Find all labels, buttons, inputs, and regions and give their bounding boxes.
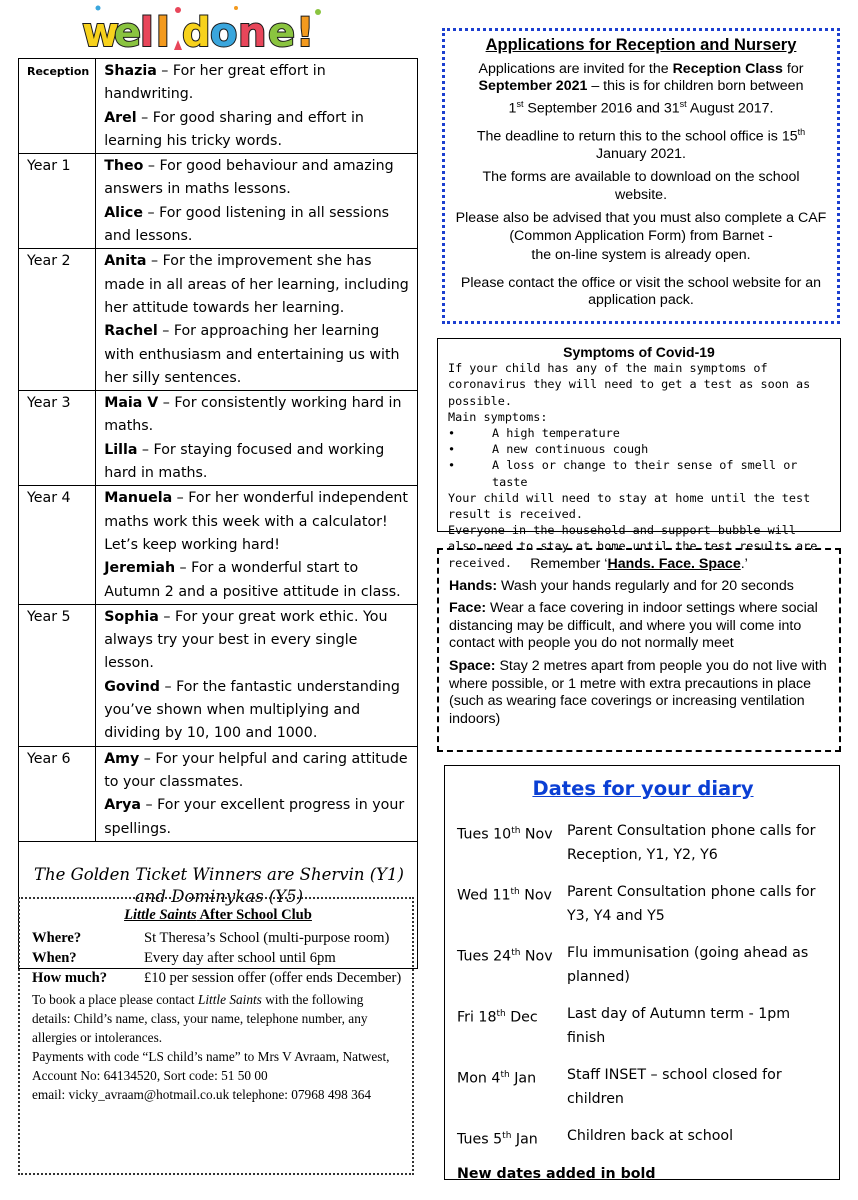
club-price-row bbox=[32, 968, 404, 988]
svg-text:e: e bbox=[114, 10, 142, 56]
award-cell bbox=[96, 249, 418, 391]
club-title: Little Saints After School Club bbox=[124, 907, 312, 923]
club-when-label: When? bbox=[32, 950, 77, 966]
applications-forms: The forms are available to download on the school website. bbox=[482, 169, 800, 203]
award-cell bbox=[96, 59, 418, 154]
award-entry bbox=[104, 439, 411, 486]
svg-text:!: ! bbox=[296, 10, 315, 56]
bullet-icon: • bbox=[448, 426, 456, 441]
svg-text:d: d bbox=[182, 10, 211, 56]
pupil-name: Jeremiah bbox=[104, 560, 176, 577]
svg-text:l: l bbox=[140, 10, 154, 56]
list-item: • A loss or change to their sense of smell or taste bbox=[448, 458, 798, 489]
well-done-banner-logo bbox=[78, 2, 340, 56]
date-event: Flu immunisation (going ahead as planned) bbox=[567, 945, 809, 985]
award-reason: – For her wonderful independent maths work this week with a calculator! Let’s keep working hard! bbox=[104, 490, 408, 553]
year-cell: Year 4 bbox=[19, 486, 96, 604]
award-reason: – For a wonderful start to Autumn 2 and a positive attitude in class. bbox=[104, 560, 401, 600]
table-row bbox=[19, 154, 418, 249]
hfs-space: Space: Stay 2 metres apart from people you do not live with where possible, or 1 metre with extra precautions in place (such as wearing face coverings or increasing ventilation indoors) bbox=[449, 657, 827, 727]
award-cell bbox=[96, 746, 418, 841]
club-where-value: St Theresa’s School (multi-purpose room) bbox=[144, 930, 390, 946]
date-label: Wed 11th Nov bbox=[457, 887, 552, 904]
applications-deadline: The deadline to return this to the school office is 15th January 2021. bbox=[476, 126, 806, 162]
applications-title: Applications for Reception and Nursery bbox=[485, 36, 797, 54]
table-row bbox=[19, 391, 418, 486]
date-row bbox=[457, 881, 829, 928]
table-row bbox=[19, 746, 418, 841]
applications-contact: Please contact the office or visit the school website for an application pack. bbox=[460, 274, 822, 309]
covid-main-label: Main symptoms: bbox=[448, 409, 548, 424]
svg-text:o: o bbox=[210, 10, 238, 56]
date-label: Fri 18th Dec bbox=[457, 1009, 538, 1026]
svg-text:n: n bbox=[238, 10, 267, 56]
pupil-name: Arel bbox=[104, 109, 137, 126]
svg-text:l: l bbox=[156, 10, 170, 56]
award-entry bbox=[104, 392, 411, 439]
date-label: Tues 5th Jan bbox=[457, 1131, 538, 1148]
after-school-club-box bbox=[18, 897, 414, 1175]
club-when-row bbox=[32, 948, 404, 968]
table-row bbox=[19, 249, 418, 391]
date-label: Tues 24th Nov bbox=[457, 948, 553, 965]
award-entry bbox=[104, 748, 411, 795]
date-event: Children back at school bbox=[567, 1128, 734, 1144]
bullet-icon: • bbox=[448, 458, 456, 473]
award-reason: – For your helpful and caring attitude to your classmates. bbox=[104, 750, 408, 790]
award-reason: – For good listening in all sessions and lessons. bbox=[104, 204, 390, 245]
club-contact-text: email: vicky_avraam@hotmail.co.uk telephone: 07968 498 364 bbox=[32, 1087, 372, 1102]
year-cell: Year 3 bbox=[19, 391, 96, 486]
pupil-name: Manuela bbox=[104, 490, 173, 507]
award-reason: – For good sharing and effort in learning his tricky words. bbox=[104, 109, 364, 149]
hfs-title: Remember ‘Hands. Face. Space.’ bbox=[530, 556, 748, 572]
bullet-icon: • bbox=[448, 442, 456, 457]
club-payment-text: Payments with code “LS child’s name” to Mrs V Avraam, Natwest, Account No: 64134520, Sort code: 51 50 00 bbox=[32, 1049, 390, 1083]
date-event: Last day of Autumn term - 1pm finish bbox=[567, 1006, 791, 1046]
award-cell bbox=[96, 391, 418, 486]
award-reason: – For good behaviour and amazing answers in maths lessons. bbox=[104, 158, 394, 198]
award-reason: – For the improvement she has made in all areas of her learning, including her attitude towards her learning. bbox=[104, 253, 409, 316]
club-price-value: £10 per session offer (offer ends December) bbox=[144, 970, 402, 986]
applications-online: the on-line system is already open. bbox=[531, 247, 751, 264]
table-row bbox=[19, 604, 418, 746]
year-cell: Year 5 bbox=[19, 604, 96, 746]
applications-caf: Please also be advised that you must also complete a CAF (Common Application Form) from Barnet - bbox=[455, 210, 827, 244]
date-row bbox=[457, 1125, 829, 1152]
pupil-name: Theo bbox=[104, 158, 144, 175]
award-entry bbox=[104, 557, 411, 604]
award-entry bbox=[104, 794, 411, 841]
date-event: Parent Consultation phone calls for Reception, Y1, Y2, Y6 bbox=[567, 823, 816, 863]
award-cell bbox=[96, 486, 418, 604]
year-cell: Year 6 bbox=[19, 746, 96, 841]
hfs-face: Face: Wear a face covering in indoor settings where social distancing may be difficult, and where you will come into contact with people you do not normally meet bbox=[449, 600, 818, 652]
pupil-name: Lilla bbox=[104, 441, 138, 458]
award-entry bbox=[104, 202, 411, 249]
table-row bbox=[19, 59, 418, 154]
pupil-name: Amy bbox=[104, 750, 140, 767]
hands-face-space-box bbox=[437, 548, 841, 752]
list-item: • A high temperature bbox=[448, 426, 620, 441]
covid-household: Everyone in the household and support bubble will also need to stay at home until the test results are received. bbox=[448, 523, 818, 570]
pupil-name: Arya bbox=[104, 797, 142, 814]
pupil-name: Maia V bbox=[104, 395, 159, 412]
award-entry bbox=[104, 606, 411, 676]
awards-table bbox=[18, 58, 418, 969]
year-cell: Reception bbox=[19, 59, 96, 154]
pupil-name: Rachel bbox=[104, 323, 158, 340]
award-entry bbox=[104, 60, 411, 107]
award-reason: – For your great work ethic. You always try your best in every single lesson. bbox=[104, 608, 388, 672]
svg-text:e: e bbox=[268, 10, 296, 56]
pupil-name: Sophia bbox=[104, 608, 159, 625]
applications-box bbox=[442, 28, 840, 324]
golden-ticket-text: The Golden Ticket Winners are Shervin (Y1) and Dominykas (Y5) bbox=[19, 841, 418, 968]
award-entry bbox=[104, 107, 411, 154]
club-price-label: How much? bbox=[32, 970, 107, 986]
award-reason: – For the fantastic understanding you’ve shown when multiplying and dividing by 10, 100 and 1000. bbox=[104, 678, 400, 742]
award-reason: – For approaching her learning with enthusiasm and entertaining us with her silly sentences. bbox=[104, 323, 400, 386]
club-where-row bbox=[32, 928, 404, 948]
covid-stay-home: Your child will need to stay at home until the test result is received. bbox=[448, 490, 811, 522]
pupil-name: Alice bbox=[104, 204, 143, 221]
club-booking-text: To book a place please contact Little Saints with the following details: Child’s name, class, your name, telephone number, any allergies or intolerances. bbox=[32, 992, 368, 1045]
covid-intro: If your child has any of the main symptoms of coronavirus they will need to get a test as soon as possible. bbox=[448, 361, 811, 408]
pupil-name: Shazia bbox=[104, 63, 157, 79]
date-row bbox=[457, 820, 829, 867]
year-cell: Year 2 bbox=[19, 249, 96, 391]
date-event: Parent Consultation phone calls for Y3, Y4 and Y5 bbox=[567, 884, 816, 924]
pupil-name: Govind bbox=[104, 678, 160, 695]
date-row bbox=[457, 1064, 829, 1111]
award-entry bbox=[104, 320, 411, 390]
award-entry bbox=[104, 155, 411, 202]
covid-title: Symptoms of Covid-19 bbox=[563, 344, 715, 360]
list-item: • A new continuous cough bbox=[448, 442, 649, 457]
year-cell: Year 1 bbox=[19, 154, 96, 249]
award-reason: – For your excellent progress in your spellings. bbox=[104, 797, 405, 837]
award-entry bbox=[104, 250, 411, 320]
applications-invite: Applications are invited for the Reception Class for September 2021 – this is for children born between 1st September 2016 and 31st August 2017. bbox=[478, 60, 804, 117]
hfs-hands: Hands: Wash your hands regularly and for 20 seconds bbox=[449, 577, 794, 594]
club-where-label: Where? bbox=[32, 930, 82, 946]
svg-text:w: w bbox=[82, 10, 119, 56]
covid-symptom-list bbox=[448, 425, 830, 490]
pupil-name: Anita bbox=[104, 253, 147, 270]
date-label: Mon 4th Jan bbox=[457, 1070, 537, 1087]
dates-diary-box bbox=[444, 765, 840, 1183]
award-cell bbox=[96, 604, 418, 746]
date-label: Tues 10th Nov bbox=[457, 826, 553, 843]
table-row bbox=[19, 486, 418, 604]
club-when-value: Every day after school until 6pm bbox=[144, 950, 336, 966]
award-reason: – For her great effort in handwriting. bbox=[104, 63, 326, 103]
award-cell bbox=[96, 154, 418, 249]
award-entry bbox=[104, 676, 411, 746]
date-row bbox=[457, 1003, 829, 1050]
award-reason: – For staying focused and working hard in maths. bbox=[104, 441, 385, 482]
award-reason: – For consistently working hard in maths. bbox=[104, 395, 402, 435]
dates-title: Dates for your diary bbox=[532, 777, 754, 800]
date-event: Staff INSET – school closed for children bbox=[567, 1067, 782, 1107]
award-entry bbox=[104, 487, 411, 557]
dates-note: New dates added in bold bbox=[457, 1166, 656, 1183]
date-row bbox=[457, 942, 829, 989]
